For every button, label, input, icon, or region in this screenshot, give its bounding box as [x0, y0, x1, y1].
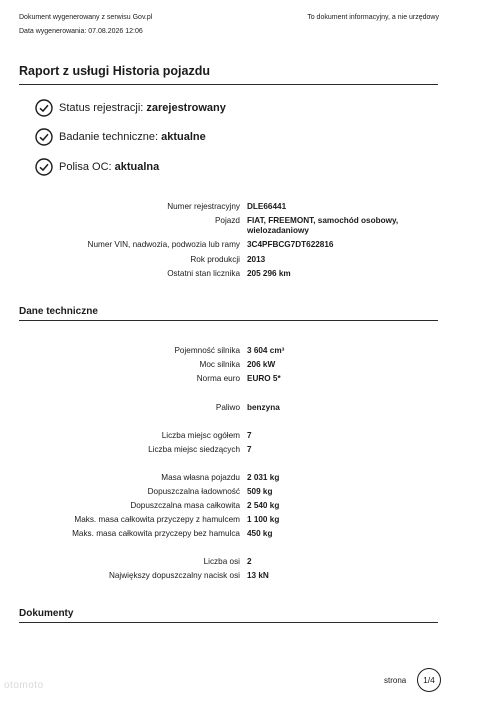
check-circle-icon	[35, 158, 53, 176]
tech-label: Liczba miejsc siedzących	[148, 445, 240, 454]
status-value: aktualne	[161, 131, 206, 143]
tech-label: Dopuszczalna ładowność	[147, 487, 240, 496]
tech-value: 2	[247, 557, 252, 566]
tech-label: Największy dopuszczalny nacisk osi	[108, 571, 240, 580]
status-label: Status rejestracji:	[59, 102, 144, 114]
tech-label: Liczba osi	[203, 557, 240, 566]
info-value: 2013	[247, 255, 266, 264]
status-registration	[35, 99, 226, 117]
info-value: 205 296 km	[247, 269, 291, 278]
tech-value: 3 604 cm³	[247, 346, 285, 355]
tech-label: Pojemność silnika	[174, 346, 240, 355]
tech-label: Dopuszczalna masa całkowita	[130, 501, 240, 510]
tech-value: 206 kW	[247, 360, 276, 369]
tech-value: 2 031 kg	[247, 473, 280, 482]
tech-value: 1 100 kg	[247, 515, 280, 524]
tech-value: EURO 5*	[247, 374, 281, 383]
info-value: FIAT, FREEMONT, samochód osobowy, wielozadaniowy	[247, 216, 399, 235]
status-value: aktualna	[114, 161, 160, 173]
tech-value: 13 kN	[247, 571, 269, 580]
header-left	[19, 11, 152, 39]
tech-value: 7	[247, 445, 252, 454]
tech-label: Liczba miejsc ogółem	[161, 431, 240, 440]
tech-label: Masa własna pojazdu	[161, 473, 240, 482]
status-value: zarejestrowany	[146, 102, 226, 114]
report-title: Raport z usługi Historia pojazdu	[19, 64, 210, 78]
page-label: strona	[384, 676, 407, 685]
status-label: Polisa OC:	[59, 161, 112, 173]
info-value: DLE66441	[247, 202, 287, 211]
tech-label: Maks. masa całkowita przyczepy z hamulcem	[74, 515, 240, 524]
status-insurance	[35, 158, 159, 176]
status-label: Badanie techniczne:	[59, 131, 159, 143]
section-title-technical: Dane techniczne	[19, 306, 98, 317]
status-inspection	[35, 128, 206, 146]
info-label: Numer rejestracyjny	[167, 202, 240, 211]
page-indicator: 1/4	[417, 668, 441, 692]
tech-value: 509 kg	[247, 487, 273, 496]
section-divider	[19, 622, 438, 623]
info-label: Numer VIN, nadwozia, podwozia lub ramy	[87, 240, 240, 249]
tech-value: 2 540 kg	[247, 501, 280, 510]
tech-label: Maks. masa całkowita przyczepy bez hamulca	[72, 529, 240, 538]
watermark-text: otomoto	[4, 680, 44, 691]
check-circle-icon	[35, 99, 53, 117]
tech-label: Moc silnika	[199, 360, 240, 369]
tech-label: Norma euro	[196, 374, 240, 383]
info-label: Ostatni stan licznika	[167, 269, 240, 278]
informational-notice: To dokument informacyjny, a nie urzędowy	[307, 14, 439, 21]
tech-value: 7	[247, 431, 252, 440]
tech-label: Paliwo	[215, 403, 240, 412]
tech-value: 450 kg	[247, 529, 273, 538]
info-label: Pojazd	[214, 216, 240, 225]
info-label: Rok produkcji	[190, 255, 240, 264]
title-divider	[19, 84, 438, 85]
check-circle-icon	[35, 128, 53, 146]
info-value: 3C4PFBCG7DT622816	[247, 240, 334, 249]
tech-value: benzyna	[247, 403, 280, 412]
generated-date-text: Data wygenerowania: 07.08.2026 12:06	[19, 28, 143, 35]
generated-by-text: Dokument wygenerowany z serwisu Gov.pl	[19, 14, 153, 21]
section-divider	[19, 320, 438, 321]
section-title-documents: Dokumenty	[19, 608, 74, 619]
